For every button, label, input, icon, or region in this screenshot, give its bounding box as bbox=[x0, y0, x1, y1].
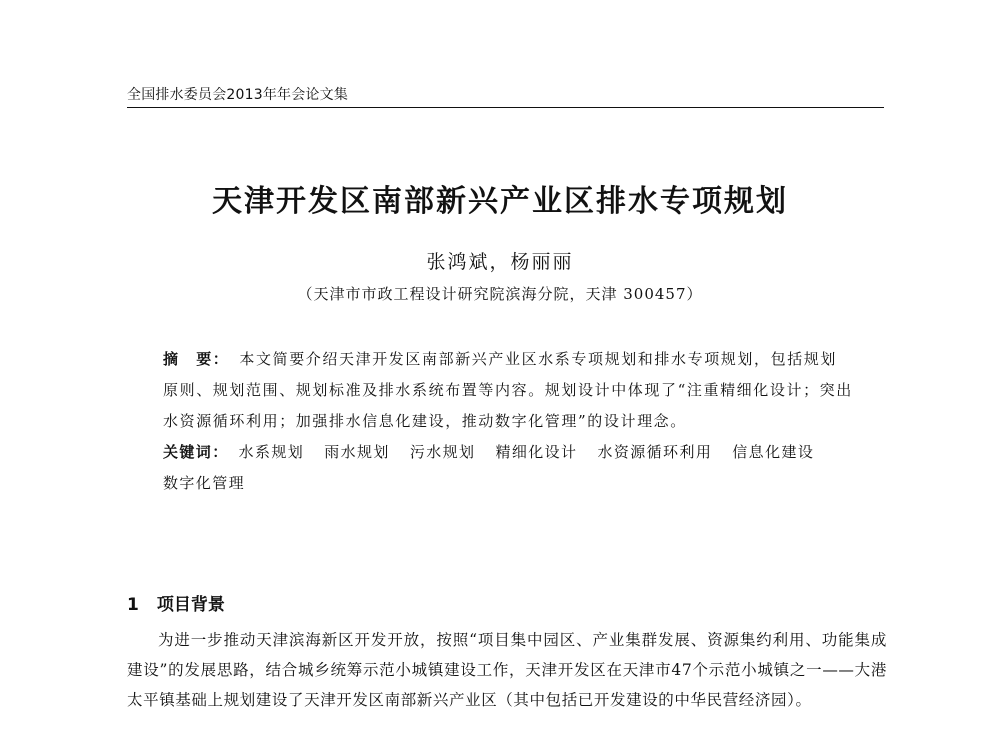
abstract bbox=[163, 344, 853, 437]
header-rule bbox=[127, 107, 884, 108]
abstract-text: 本文简要介绍天津开发区南部新兴产业区水系专项规划和排水专项规划，包括规划原则、规划范围、规划标准及排水系统布置等内容。规划设计中体现了“注重精细化设计；突出水资源循环利用；加强排水信息化建设，推动数字化管理”的设计理念。 bbox=[163, 350, 853, 430]
running-header: 全国排水委员会2013年年会论文集 bbox=[127, 87, 349, 103]
section-title: 项目背景 bbox=[156, 595, 225, 615]
keyword: 信息化建设 bbox=[732, 443, 815, 461]
keyword: 精细化设计 bbox=[495, 443, 578, 461]
affiliation: （天津市市政工程设计研究院滨海分院，天津 300457） bbox=[297, 285, 703, 303]
authors: 张鸿斌，杨丽丽 bbox=[426, 251, 574, 273]
paper-title: 天津开发区南部新兴产业区排水专项规划 bbox=[212, 184, 788, 219]
section-number: 1 bbox=[127, 595, 139, 615]
body-paragraph: 为进一步推动天津滨海新区开发开放，按照“项目集中园区、产业集群发展、资源集约利用、功能集成建设”的发展思路，结合城乡统筹示范小城镇建设工作，天津开发区在天津市47个示范小城镇之一——大港太平镇基础上规划建设了天津开发区南部新兴产业区（其中包括已开发建设的中华民营经济园）。 bbox=[127, 631, 887, 709]
keywords-label: 关键词： bbox=[163, 443, 229, 461]
keyword: 数字化管理 bbox=[163, 474, 246, 492]
keyword: 水资源循环利用 bbox=[597, 443, 713, 461]
keyword: 雨水规划 bbox=[324, 443, 390, 461]
keyword: 水系规划 bbox=[238, 443, 305, 461]
section-heading bbox=[127, 590, 225, 615]
abstract-label: 摘 要： bbox=[163, 350, 230, 368]
keyword: 污水规划 bbox=[409, 443, 476, 461]
keywords bbox=[163, 437, 863, 499]
